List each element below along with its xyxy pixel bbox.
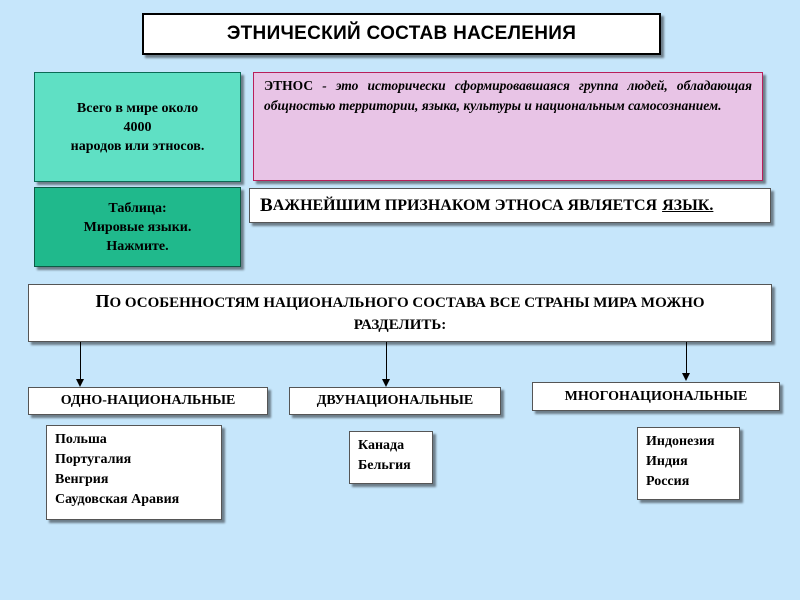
- ethnos-definition-box: [253, 72, 763, 181]
- key-sign-first-letter: В: [260, 194, 273, 216]
- category-label: ОДНО-НАЦИОНАЛЬНЫЕ: [60, 393, 236, 408]
- list-item: Индонезия: [646, 434, 715, 449]
- ethnos-count-box: [34, 72, 241, 182]
- list-item: Россия: [646, 474, 690, 489]
- ethnos-count-line1: Всего в мире около: [76, 100, 199, 116]
- definition-text: - это исторически сформировавшаяся группа людей, обладающая общностью территории, языка, культуры и национальным самосознанием.: [264, 78, 752, 113]
- key-sign-box: [249, 188, 771, 223]
- category-label: МНОГОНАЦИОНАЛЬНЫЕ: [564, 388, 748, 404]
- mononational-countries-list: [46, 425, 222, 520]
- page-title: [142, 13, 661, 55]
- list-item: Саудовская Аравия: [55, 492, 180, 507]
- page-title-text: ЭТНИЧЕСКИЙ СОСТАВ НАСЕЛЕНИЯ: [226, 23, 577, 44]
- table-link-line1: Таблица:: [108, 200, 167, 216]
- key-sign-language: ЯЗЫК.: [662, 196, 714, 214]
- category-binational: [289, 387, 501, 415]
- definition-term: ЭТНОС: [264, 78, 314, 93]
- list-item: Венгрия: [55, 472, 109, 487]
- list-item: Польша: [55, 432, 107, 447]
- list-item: Индия: [646, 454, 688, 469]
- languages-table-button[interactable]: [34, 187, 241, 267]
- division-first-letter: П: [95, 291, 110, 311]
- category-multinational: [532, 382, 780, 411]
- division-box: [28, 284, 772, 342]
- division-line2: РАЗДЕЛИТЬ:: [353, 317, 447, 333]
- table-link-line3: Нажмите.: [106, 238, 169, 254]
- arrow-down-icon: [686, 342, 687, 374]
- table-link-line2: Мировые языки.: [83, 219, 192, 235]
- arrow-down-icon: [386, 342, 387, 380]
- arrow-down-icon: [80, 342, 81, 380]
- list-item: Португалия: [55, 452, 132, 467]
- category-label: ДВУНАЦИОНАЛЬНЫЕ: [316, 393, 474, 408]
- list-item: Канада: [358, 438, 405, 453]
- list-item: Бельгия: [358, 458, 411, 473]
- ethnos-count-number: 4000: [123, 119, 152, 135]
- key-sign-text: АЖНЕЙШИМ ПРИЗНАКОМ ЭТНОСА ЯВЛЯЕТСЯ: [272, 196, 658, 214]
- ethnos-count-line3: народов или этносов.: [70, 138, 205, 154]
- division-line1: О ОСОБЕННОСТЯМ НАЦИОНАЛЬНОГО СОСТАВА ВСЕ СТРАНЫ МИРА МОЖНО: [109, 295, 705, 311]
- multinational-countries-list: [637, 427, 740, 500]
- binational-countries-list: [349, 431, 433, 484]
- category-mononational: [28, 387, 268, 415]
